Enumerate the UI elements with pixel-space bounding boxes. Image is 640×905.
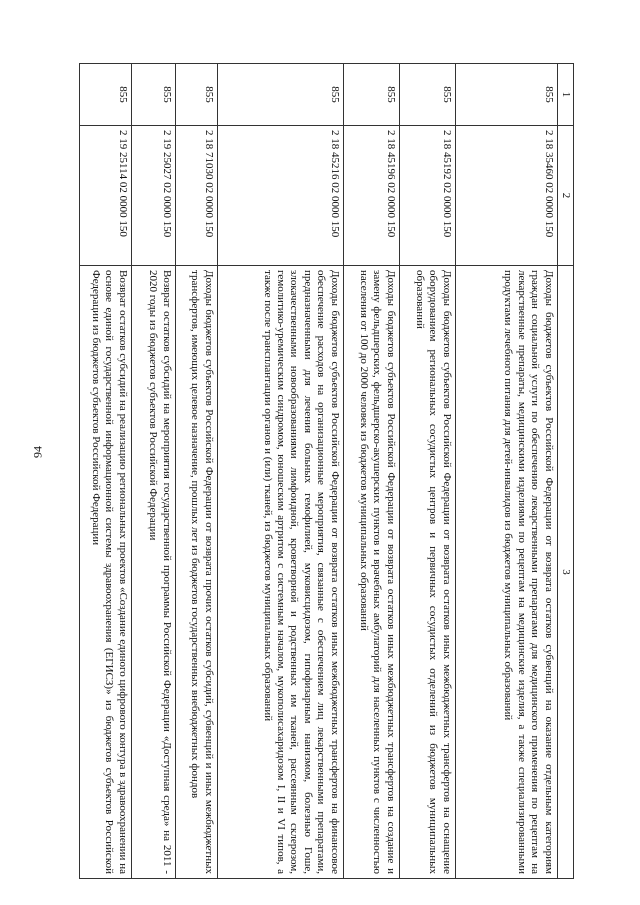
table-row	[399, 64, 455, 879]
header-col-1: 1	[557, 64, 573, 126]
header-col-3: 3	[557, 266, 573, 879]
classification-code-cell: 2 19 25114 02 0000 150	[80, 126, 132, 266]
description-cell: Доходы бюджетов субъектов Российской Федерации от возврата прочих остатков субсидий, субвенций и иных межбюджетных трансфертов, имеющих целевое назначение, прошлых лет из бюджетов государственных внебюджетных фондов	[175, 266, 217, 879]
classification-code-cell: 2 18 45192 02 0000 150	[399, 126, 455, 266]
admin-code-cell: 855	[80, 64, 132, 126]
table-row	[455, 64, 557, 879]
description-cell: Доходы бюджетов субъектов Российской Федерации от возврата остатков иных межбюджетных трансфертов на оснащение оборудованием региональных сосудистых центров и первичных сосудистых отделений из бюджетов муниципальных образований	[399, 266, 455, 879]
document-table-wrapper	[79, 63, 574, 879]
description-cell: Доходы бюджетов субъектов Российской Федерации от возврата остатков иных межбюджетных трансфертов на финансовое обеспечение расходов на организационные мероприятия, связанные с обеспечением лиц лекарственными препаратами, предназначенными для лечения больных гемофилией, муковисцидозом, гипофизарным нанизмом, болезнью Гоше, злокачественными новообразованиями лимфоидной, кроветворной и родственных им тканей, рассеянным склерозом, гемолитико-уремическим синдромом, юношеским артритом с системным началом, мукополисахаридозом I, II и VI типов, а также после трансплантации органов и (или) тканей, из бюджетов муниципальных образований	[217, 266, 343, 879]
table-row	[131, 64, 175, 879]
admin-code-cell: 855	[217, 64, 343, 126]
admin-code-cell: 855	[175, 64, 217, 126]
admin-code-cell: 855	[131, 64, 175, 126]
table-row	[217, 64, 343, 879]
classification-code-cell: 2 18 71030 02 0000 150	[175, 126, 217, 266]
header-col-2: 2	[557, 126, 573, 266]
description-cell: Доходы бюджетов субъектов Российской Федерации от возврата остатков иных межбюджетных трансфертов на создание и замену фельдшерских, фельдшерско-акушерских пунктов и врачебных амбулаторий для населенных пунктов с численностью населения от 100 до 2000 человек из бюджетов муниципальных образований	[343, 266, 399, 879]
classification-code-cell: 2 19 25027 02 0000 150	[131, 126, 175, 266]
description-cell: Возврат остатков субсидий на мероприятия государственной программы Российской Федерации «Доступная среда» на 2011 - 2020 годы из бюджетов субъектов Российской Федерации	[131, 266, 175, 879]
table-header-row	[557, 64, 573, 879]
classification-code-cell: 2 18 35460 02 0000 150	[455, 126, 557, 266]
description-cell: Доходы бюджетов субъектов Российской Федерации от возврата остатков субвенций на оказание отдельным категориям граждан социальной услуги по обеспечению лекарственными препаратами для медицинского применения по рецептам на лекарственные препараты, медицинскими изделиями по рецептам на медицинские изделия, а также специализированными продуктами лечебного питания для детей-инвалидов из бюджетов муниципальных образований	[455, 266, 557, 879]
revenue-codes-table	[79, 63, 574, 879]
table-row	[343, 64, 399, 879]
admin-code-cell: 855	[455, 64, 557, 126]
admin-code-cell: 855	[343, 64, 399, 126]
description-cell: Возврат остатков субсидий на реализацию региональных проектов «Создание единого цифрового контура в здравоохранении на основе единой государственной информационной системы здравоохранения (ЕГИСЗ)» из бюджетов субъектов Российской Федерации из бюджетов субъектов Российской Федерации	[80, 266, 132, 879]
table-row	[175, 64, 217, 879]
admin-code-cell: 855	[399, 64, 455, 126]
table-row	[80, 64, 132, 879]
classification-code-cell: 2 18 45216 02 0000 150	[217, 126, 343, 266]
classification-code-cell: 2 18 45196 02 0000 150	[343, 126, 399, 266]
page-number: 94	[30, 446, 45, 458]
